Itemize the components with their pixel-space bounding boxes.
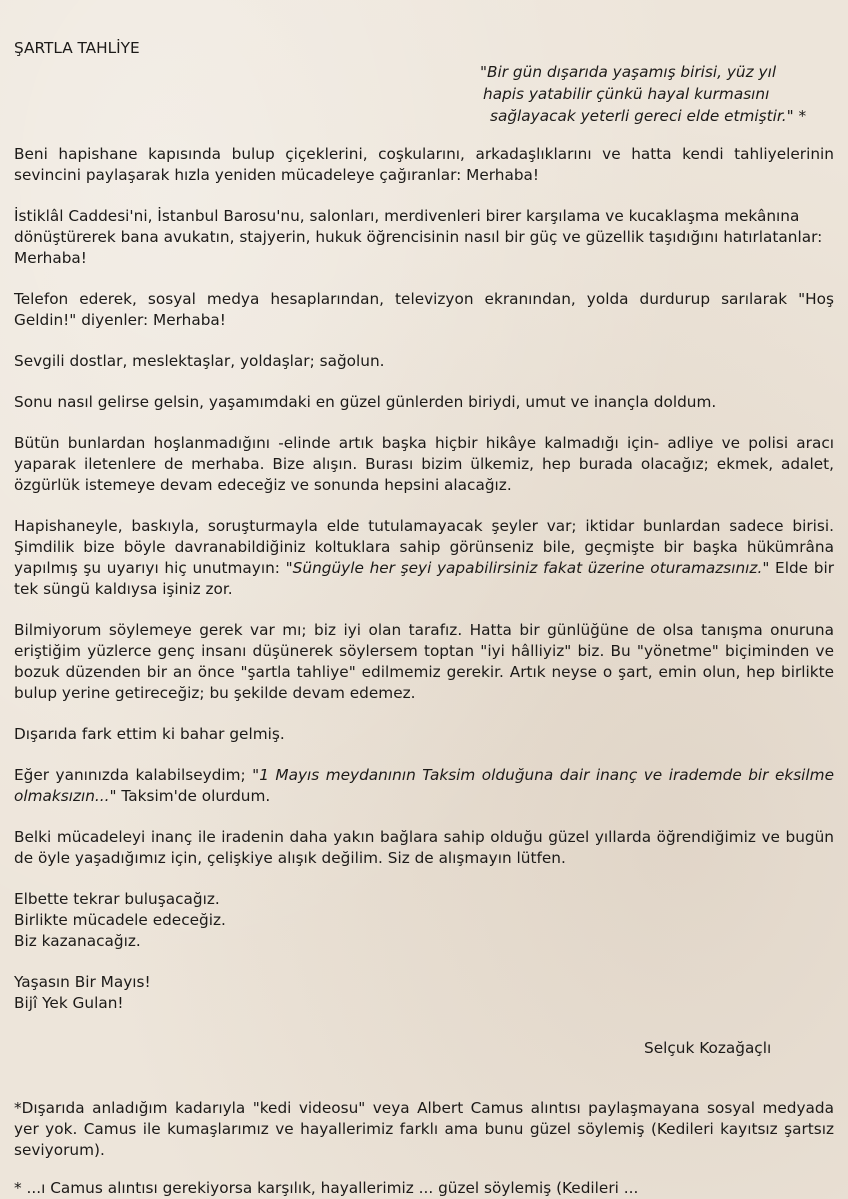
paragraph: Belki mücadeleyi inanç ile iradenin daha yakın bağlara sahip olduğu güzel yıllarda öğrendiğimiz ve bugün de öyle yaşadığımız için, çelişkiye alışık değilim. Siz de alışmayın lütfen. bbox=[14, 828, 834, 867]
quoted-saying: "Süngüyle her şeyi yapabilirsiniz fakat üzerine oturamazsınız." bbox=[285, 559, 770, 577]
epigraph-line: sağlayacak yeterli gereci elde etmiştir." * bbox=[490, 107, 807, 125]
letter-title: ŞARTLA TAHLİYE bbox=[14, 39, 140, 57]
signature: Selçuk Kozağaçlı bbox=[644, 1039, 772, 1057]
quoted-saying: "1 Mayıs meydanının Taksim olduğuna dair inanç ve irademde bir eksilme olmaksızın..." bbox=[14, 766, 834, 805]
letter-body bbox=[14, 144, 834, 1014]
footnote: *Dışarıda anladığım kadarıyla "kedi videosu" veya Albert Camus alıntısı paylaşmayana sosyal medyada yer yok. Camus ile kumaşlarımız ve hayallerimiz farklı ama bunu güzel söylemiş (Kedileri kayıtsız şartsız seviyorum). bbox=[14, 1099, 834, 1159]
cutoff-line bbox=[14, 1179, 834, 1199]
paragraph-text: Hapishaneyle, baskıyla, soruşturmayla elde tutulamayacak şeyler var; iktidar bunlardan sadece birisi. Şimdilik bize böyle davranabildiğiniz koltuklara sahip görünseniz bile, geçmişte bir başka hükümrâna yapılmış şu uyarıyı hiç unutmayın: bbox=[14, 517, 834, 577]
paragraph-text: Elde bir tek süngü kaldıysa işiniz zor. bbox=[14, 559, 835, 598]
slogan: Yaşasın Bir Mayıs! bbox=[14, 973, 151, 991]
paragraph: Telefon ederek, sosyal medya hesaplarından, televizyon ekranından, yolda durdurup sarılarak "Hoş Geldin!" diyenler: Merhaba! bbox=[14, 290, 834, 329]
paragraph: Bilmiyorum söylemeye gerek var mı; biz iyi olan tarafız. Hatta bir günlüğüne de olsa tanışma onuruna eriştiğim yüzlerce genç insanı düşünerek söylersem toptan "iyi hâlliyiz" biz. Bu "yönetme" biçiminden ve bozuk düzenden bir an önce "şartla tahliye" edilmemiz gerekir. Artık neyse o şart, emin olun, hep birlikte bulup yerine getireceğiz; bu şekilde devam edemez. bbox=[14, 621, 834, 702]
closing-line: Biz kazanacağız. bbox=[14, 932, 141, 950]
paragraph: Sonu nasıl gelirse gelsin, yaşamımdaki en güzel günlerden biriydi, umut ve inançla doldum. bbox=[14, 393, 717, 411]
paragraph: Bütün bunlardan hoşlanmadığını -elinde artık başka hiçbir hikâye kalmadığı için- adliye ve polisi aracı yaparak iletenlere de merhaba. Bize alışın. Burası bizim ülkemiz, hep burada olacağız; ekmek, adalet, özgürlük istemeye devam edeceğiz ve sonunda hepsini alacağız. bbox=[14, 434, 834, 494]
slogan: Bijî Yek Gulan! bbox=[14, 994, 124, 1012]
paragraph bbox=[14, 765, 834, 807]
closing-line: Birlikte mücadele edeceğiz. bbox=[14, 911, 226, 929]
paragraph-text: Eğer yanınızda kalabilseydim; bbox=[14, 766, 253, 784]
cutoff-text: * ...ı Camus alıntısı gerekiyorsa karşılık, hayallerimiz ... güzel söylemiş (Kedileri ... bbox=[14, 1179, 639, 1197]
paragraph: Beni hapishane kapısında bulup çiçeklerini, coşkularını, arkadaşlıklarını ve hatta kendi tahliyelerinin sevincini paylaşarak hızla yeniden mücadeleye çağıranlar: Merhaba! bbox=[14, 145, 834, 184]
slogans bbox=[14, 972, 834, 1014]
epigraph-line: "Bir gün dışarıda yaşamış birisi, yüz yıl bbox=[480, 63, 777, 81]
paragraph: İstiklâl Caddesi'ni, İstanbul Barosu'nu, salonları, merdivenleri birer karşılama ve kucaklaşma mekânına dönüştürerek bana avukatın, stajyerin, hukuk öğrencisinin nasıl bir güç ve güzellik taşıdığını hatırlatanlar: Merhaba! bbox=[14, 207, 823, 267]
paragraph: Dışarıda fark ettim ki bahar gelmiş. bbox=[14, 725, 285, 743]
paragraph: Sevgili dostlar, meslektaşlar, yoldaşlar; sağolun. bbox=[14, 352, 385, 370]
closing-line: Elbette tekrar buluşacağız. bbox=[14, 890, 220, 908]
epigraph-line: hapis yatabilir çünkü hayal kurmasını bbox=[483, 85, 770, 103]
paragraph-text: Taksim'de olurdum. bbox=[116, 787, 271, 805]
paragraph bbox=[14, 516, 834, 600]
epigraph-quote bbox=[480, 61, 806, 127]
